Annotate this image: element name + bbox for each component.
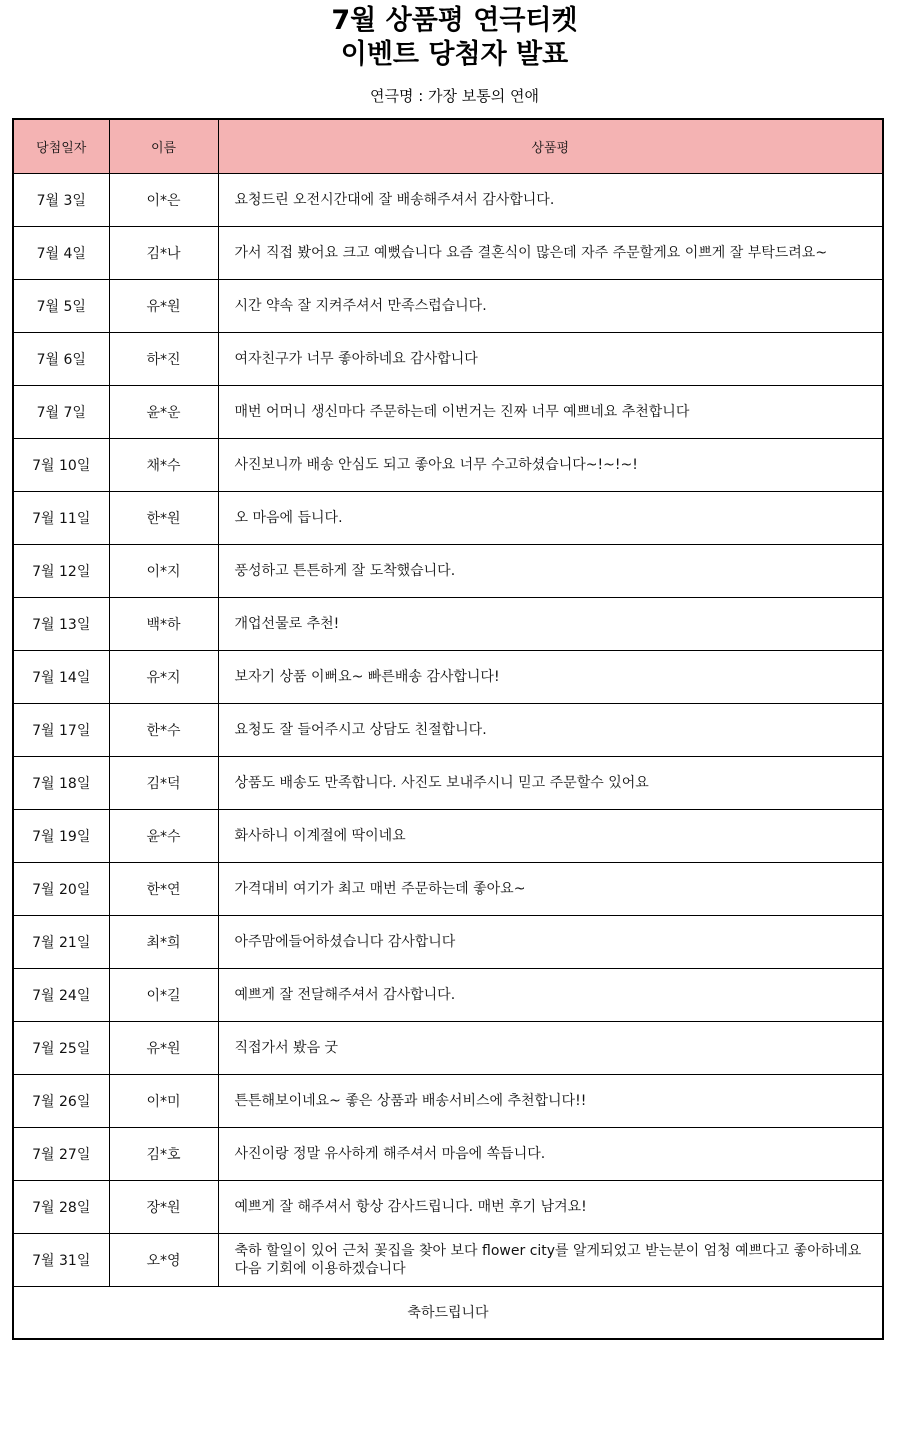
winner-name-cell: 한*수 xyxy=(109,703,218,756)
table-row xyxy=(13,1074,883,1127)
review-text-cell: 직접가서 봤음 굿 xyxy=(218,1021,883,1074)
winner-name-cell: 유*원 xyxy=(109,279,218,332)
winner-name-cell: 유*원 xyxy=(109,1021,218,1074)
page-title-line2: 이벤트 당첨자 발표 xyxy=(340,39,569,70)
winner-date-cell: 7월 6일 xyxy=(13,332,109,385)
winner-name-cell: 윤*수 xyxy=(109,809,218,862)
table-row xyxy=(13,703,883,756)
winner-date-cell: 7월 19일 xyxy=(13,809,109,862)
review-text-cell: 축하 할일이 있어 근처 꽃집을 찾아 보다 flower city를 알게되었고 받는분이 엄청 예쁘다고 좋아하네요 다음 기회에 이용하겠습니다 xyxy=(218,1233,883,1286)
winner-name-cell: 이*길 xyxy=(109,968,218,1021)
winner-date-cell: 7월 4일 xyxy=(13,226,109,279)
review-text-cell: 가서 직접 봤어요 크고 예뻤습니다 요즘 결혼식이 많은데 자주 주문할게요 이쁘게 잘 부탁드려요~ xyxy=(218,226,883,279)
winner-name-cell: 김*나 xyxy=(109,226,218,279)
review-text-cell: 사진이랑 정말 유사하게 해주셔서 마음에 쏙듭니다. xyxy=(218,1127,883,1180)
table-row xyxy=(13,915,883,968)
table-row xyxy=(13,756,883,809)
winner-date-cell: 7월 3일 xyxy=(13,173,109,226)
review-text-cell: 보자기 상품 이뻐요~ 빠른배송 감사합니다! xyxy=(218,650,883,703)
table-row xyxy=(13,544,883,597)
winner-date-cell: 7월 17일 xyxy=(13,703,109,756)
winner-date-cell: 7월 5일 xyxy=(13,279,109,332)
column-header-date: 당첨일자 xyxy=(13,119,109,173)
review-text-cell: 예쁘게 잘 해주셔서 항상 감사드립니다. 매번 후기 남겨요! xyxy=(218,1180,883,1233)
review-text-cell: 여자친구가 너무 좋아하네요 감사합니다 xyxy=(218,332,883,385)
winner-date-cell: 7월 14일 xyxy=(13,650,109,703)
winner-date-cell: 7월 18일 xyxy=(13,756,109,809)
winner-date-cell: 7월 11일 xyxy=(13,491,109,544)
column-header-review: 상품평 xyxy=(218,119,883,173)
winner-name-cell: 김*호 xyxy=(109,1127,218,1180)
review-text-cell: 상품도 배송도 만족합니다. 사진도 보내주시니 믿고 주문할수 있어요 xyxy=(218,756,883,809)
review-text-cell: 튼튼해보이네요~ 좋은 상품과 배송서비스에 추천합니다!! xyxy=(218,1074,883,1127)
review-text-cell: 아주맘에들어하셨습니다 감사합니다 xyxy=(218,915,883,968)
table-row xyxy=(13,226,883,279)
winner-name-cell: 이*은 xyxy=(109,173,218,226)
review-text-cell: 개업선물로 추천! xyxy=(218,597,883,650)
review-text-cell: 사진보니까 배송 안심도 되고 좋아요 너무 수고하셨습니다~!~!~! xyxy=(218,438,883,491)
winner-name-cell: 한*연 xyxy=(109,862,218,915)
winner-name-cell: 백*하 xyxy=(109,597,218,650)
review-text-cell: 요청도 잘 들어주시고 상담도 친절합니다. xyxy=(218,703,883,756)
winner-name-cell: 유*지 xyxy=(109,650,218,703)
winner-date-cell: 7월 20일 xyxy=(13,862,109,915)
table-row xyxy=(13,491,883,544)
winner-date-cell: 7월 24일 xyxy=(13,968,109,1021)
table-row xyxy=(13,332,883,385)
table-row xyxy=(13,968,883,1021)
table-footer-row xyxy=(13,1286,883,1339)
winner-date-cell: 7월 21일 xyxy=(13,915,109,968)
review-text-cell: 매번 어머니 생신마다 주문하는데 이번거는 진짜 너무 예쁘네요 추천합니다 xyxy=(218,385,883,438)
review-text-cell: 풍성하고 튼튼하게 잘 도착했습니다. xyxy=(218,544,883,597)
table-row xyxy=(13,173,883,226)
play-name-subtitle: 연극명 : 가장 보통의 연애 xyxy=(369,87,540,105)
table-row xyxy=(13,597,883,650)
table-row xyxy=(13,438,883,491)
winner-date-cell: 7월 31일 xyxy=(13,1233,109,1286)
winner-date-cell: 7월 27일 xyxy=(13,1127,109,1180)
winners-table xyxy=(12,118,884,1340)
table-row xyxy=(13,1021,883,1074)
winner-name-cell: 채*수 xyxy=(109,438,218,491)
winner-name-cell: 하*진 xyxy=(109,332,218,385)
review-text-cell: 가격대비 여기가 최고 매번 주문하는데 좋아요~ xyxy=(218,862,883,915)
review-text-cell: 화사하니 이계절에 딱이네요 xyxy=(218,809,883,862)
winner-date-cell: 7월 13일 xyxy=(13,597,109,650)
table-body xyxy=(13,173,883,1286)
table-row xyxy=(13,809,883,862)
winner-date-cell: 7월 12일 xyxy=(13,544,109,597)
winner-name-cell: 최*희 xyxy=(109,915,218,968)
review-text-cell: 요청드린 오전시간대에 잘 배송해주셔서 감사합니다. xyxy=(218,173,883,226)
congratulations-text: 축하드립니다 xyxy=(13,1286,883,1339)
winner-name-cell: 오*영 xyxy=(109,1233,218,1286)
column-header-name: 이름 xyxy=(109,119,218,173)
winner-name-cell: 장*원 xyxy=(109,1180,218,1233)
winner-name-cell: 윤*운 xyxy=(109,385,218,438)
winner-date-cell: 7월 26일 xyxy=(13,1074,109,1127)
winner-name-cell: 이*미 xyxy=(109,1074,218,1127)
table-row xyxy=(13,650,883,703)
winner-name-cell: 이*지 xyxy=(109,544,218,597)
page-title-line1: 7월 상품평 연극티켓 xyxy=(331,5,578,36)
review-text-cell: 시간 약속 잘 지켜주셔서 만족스럽습니다. xyxy=(218,279,883,332)
winner-date-cell: 7월 7일 xyxy=(13,385,109,438)
winner-date-cell: 7월 25일 xyxy=(13,1021,109,1074)
table-row xyxy=(13,1233,883,1286)
table-row xyxy=(13,862,883,915)
table-row xyxy=(13,1127,883,1180)
table-row xyxy=(13,279,883,332)
table-row xyxy=(13,1180,883,1233)
table-row xyxy=(13,385,883,438)
review-text-cell: 오 마음에 듭니다. xyxy=(218,491,883,544)
winner-name-cell: 김*덕 xyxy=(109,756,218,809)
winner-name-cell: 한*원 xyxy=(109,491,218,544)
review-text-cell: 예쁘게 잘 전달해주셔서 감사합니다. xyxy=(218,968,883,1021)
winner-date-cell: 7월 28일 xyxy=(13,1180,109,1233)
table-header-row xyxy=(13,119,883,173)
winner-date-cell: 7월 10일 xyxy=(13,438,109,491)
